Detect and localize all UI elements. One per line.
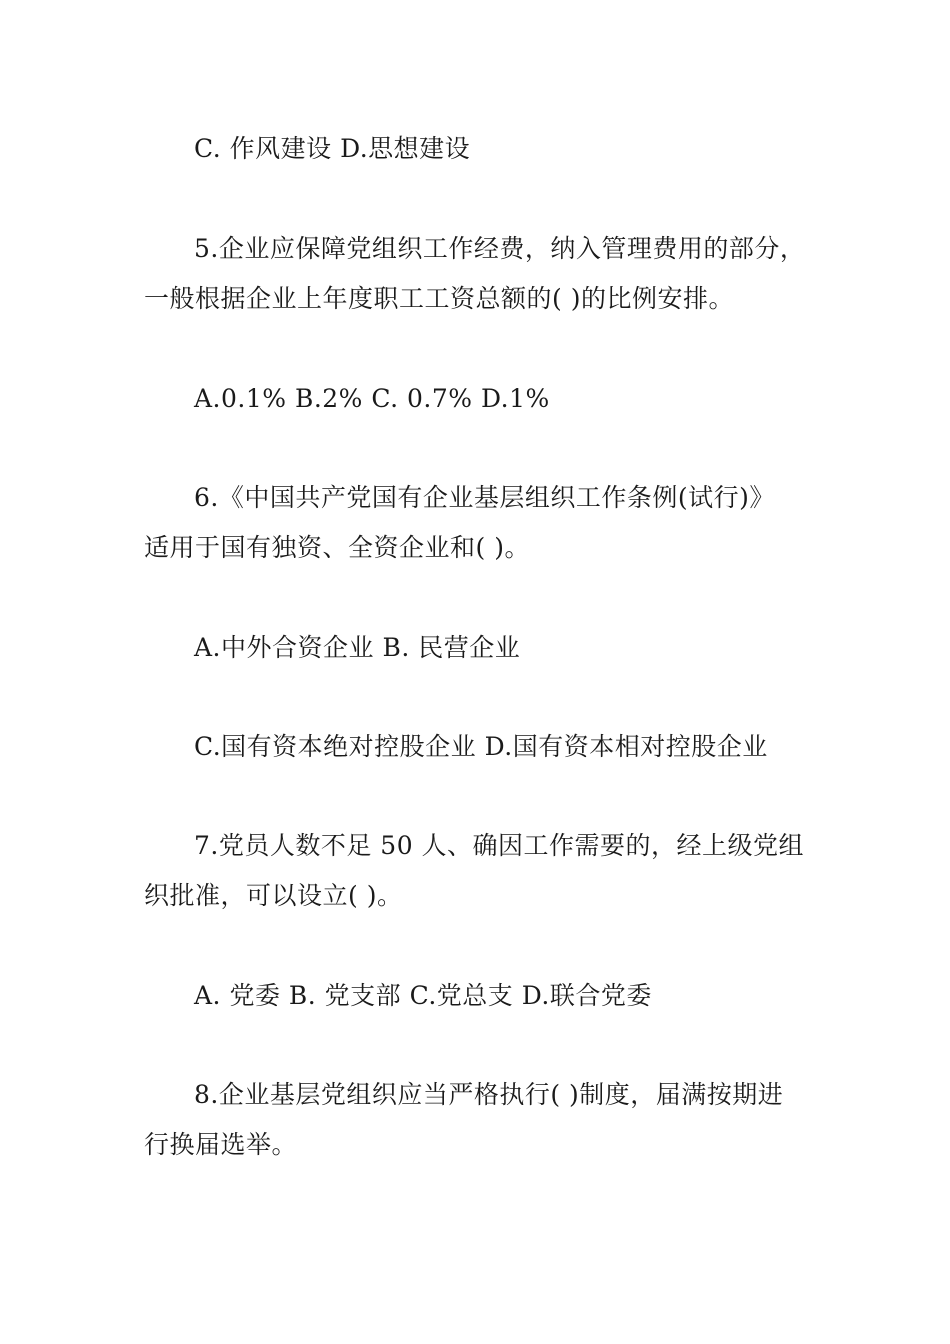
q7-stem-line2: 织批准，可以设立( )。 — [144, 881, 403, 910]
q4-options-cd: C. 作风建设 D.思想建设 — [194, 134, 471, 163]
q5-options: A.0.1% B.2% C. 0.7% D.1% — [194, 384, 550, 413]
q5-stem-line1: 5.企业应保障党组织工作经费，纳入管理费用的部分， — [194, 234, 806, 263]
q6-options-cd: C.国有资本绝对控股企业 D.国有资本相对控股企业 — [194, 732, 768, 761]
q5-stem-line2: 一般根据企业上年度职工工资总额的( )的比例安排。 — [144, 284, 734, 313]
q6-stem-line2: 适用于国有独资、全资企业和( )。 — [144, 533, 530, 562]
q6-stem-line1: 6.《中国共产党国有企业基层组织工作条例(试行)》 — [194, 483, 775, 512]
q7-stem-line1: 7.党员人数不足 50 人、确因工作需要的，经上级党组 — [194, 831, 805, 860]
q8-stem-line2: 行换届选举。 — [144, 1130, 298, 1159]
q6-options-ab: A.中外合资企业 B. 民营企业 — [194, 633, 521, 662]
q8-stem-line1: 8.企业基层党组织应当严格执行( )制度，届满按期进 — [194, 1080, 784, 1109]
q7-options: A. 党委 B. 党支部 C.党总支 D.联合党委 — [194, 981, 652, 1010]
